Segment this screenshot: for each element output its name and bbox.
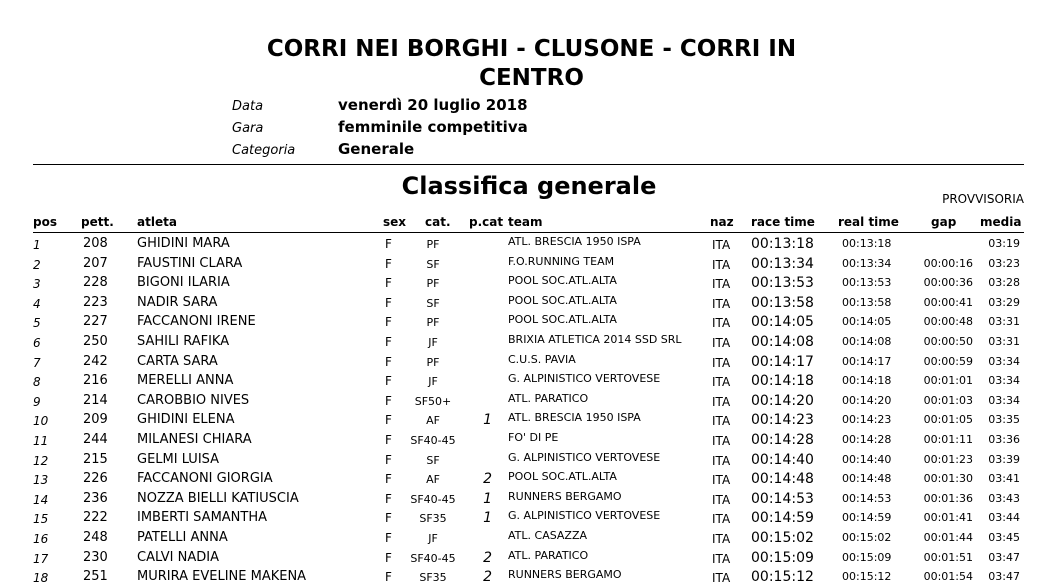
- result-team: ATL. BRESCIA 1950 ISPA: [508, 235, 641, 248]
- result-race-time: 00:14:53: [751, 490, 814, 507]
- result-pett: 248: [83, 530, 108, 545]
- col-media: media: [980, 215, 1022, 229]
- result-race-time: 00:14:05: [751, 314, 814, 331]
- result-pcat: 2: [483, 471, 492, 488]
- result-media: 03:31: [988, 335, 1020, 348]
- table-row: [0, 354, 1058, 373]
- result-team: ATL. CASAZZA: [508, 529, 588, 542]
- result-sex: F: [385, 491, 392, 506]
- result-cat: SF40-45: [410, 492, 456, 506]
- result-team: FO' DI PE: [508, 431, 559, 444]
- result-race-time: 00:13:53: [751, 275, 814, 292]
- result-athlete: CALVI NADIA: [137, 549, 219, 565]
- col-race-time: race time: [751, 215, 815, 229]
- result-athlete: MURIRA EVELINE MAKENA: [137, 569, 307, 585]
- result-team: F.O.RUNNING TEAM: [508, 254, 615, 268]
- result-gap: 00:00:41: [923, 295, 973, 309]
- result-pett: 207: [83, 255, 108, 271]
- col-naz: naz: [710, 215, 734, 229]
- table-row: [0, 275, 1058, 294]
- result-sex: F: [385, 433, 392, 447]
- result-naz: ITA: [712, 551, 731, 566]
- result-real-time: 00:14:40: [842, 452, 892, 466]
- result-sex: F: [385, 452, 392, 467]
- title-line-1: CORRI NEI BORGHI - CLUSONE - CORRI IN: [266, 36, 797, 62]
- result-naz: ITA: [712, 238, 731, 252]
- result-media: 03:28: [988, 276, 1020, 290]
- result-naz: ITA: [712, 296, 731, 311]
- result-cat: SF40-45: [410, 551, 456, 565]
- result-sex: F: [385, 570, 392, 585]
- result-media: 03:34: [988, 374, 1020, 388]
- col-pcat: p.cat: [469, 215, 504, 229]
- col-cat: cat.: [425, 215, 451, 229]
- gara-value: femminile competitiva: [338, 118, 528, 136]
- result-pos: 12: [33, 453, 49, 468]
- result-sex: F: [385, 413, 392, 428]
- result-cat: PF: [426, 316, 440, 330]
- result-real-time: 00:14:23: [842, 413, 892, 427]
- result-media: 03:34: [988, 354, 1020, 368]
- categoria-label: Categoria: [232, 143, 296, 158]
- result-race-time: 00:14:23: [751, 412, 814, 429]
- result-race-time: 00:15:02: [751, 530, 814, 546]
- result-pett: 208: [83, 236, 108, 251]
- result-athlete: MERELLI ANNA: [137, 373, 234, 389]
- result-pett: 250: [83, 334, 108, 349]
- result-gap: 00:01:30: [923, 472, 973, 486]
- result-team: G. ALPINISTICO VERTOVESE: [508, 450, 661, 464]
- result-pos: 2: [33, 257, 41, 272]
- result-real-time: 00:14:17: [842, 354, 892, 368]
- classifica-title: Classifica generale: [401, 172, 657, 200]
- result-media: 03:31: [988, 315, 1020, 329]
- result-media: 03:36: [988, 433, 1020, 446]
- result-cat: JF: [428, 375, 438, 389]
- result-pcat: 1: [483, 510, 492, 527]
- result-gap: 00:01:51: [923, 550, 973, 564]
- result-team: C.U.S. PAVIA: [508, 352, 576, 366]
- result-pos: 9: [33, 394, 41, 409]
- result-gap: 00:01:54: [923, 570, 973, 584]
- result-gap: 00:01:05: [923, 413, 973, 427]
- result-cat: SF35: [419, 512, 447, 526]
- result-real-time: 00:13:53: [842, 276, 892, 290]
- result-naz: ITA: [712, 453, 731, 468]
- result-team: RUNNERS BERGAMO: [508, 489, 622, 503]
- result-sex: F: [385, 511, 392, 526]
- result-pett: 251: [83, 569, 108, 585]
- result-pos: 6: [33, 336, 41, 350]
- table-row: [0, 393, 1058, 412]
- result-sex: F: [385, 315, 392, 330]
- result-pos: 4: [33, 296, 41, 311]
- result-athlete: NOZZA BIELLI KATIUSCIA: [137, 490, 299, 506]
- result-gap: 00:00:16: [923, 256, 973, 270]
- result-pcat: 1: [483, 412, 492, 429]
- result-athlete: FACCANONI IRENE: [137, 314, 256, 330]
- result-real-time: 00:13:58: [842, 295, 892, 309]
- result-race-time: 00:14:08: [751, 334, 814, 350]
- result-athlete: BIGONI ILARIA: [137, 275, 230, 291]
- result-pett: 222: [83, 510, 108, 526]
- result-athlete: IMBERTI SAMANTHA: [137, 510, 268, 526]
- result-sex: F: [385, 256, 392, 271]
- result-sex: F: [385, 472, 392, 487]
- result-gap: 00:01:23: [923, 452, 973, 466]
- result-pett: 244: [83, 432, 108, 447]
- result-real-time: 00:14:28: [842, 433, 892, 446]
- result-team: ATL. PARATICO: [508, 548, 589, 562]
- result-pett: 242: [83, 353, 108, 369]
- table-row: [0, 334, 1058, 353]
- result-media: 03:19: [988, 237, 1020, 250]
- result-athlete: NADIR SARA: [137, 294, 218, 310]
- data-value: venerdì 20 luglio 2018: [338, 96, 528, 114]
- result-media: 03:47: [988, 550, 1020, 564]
- result-gap: 00:00:36: [923, 276, 973, 290]
- col-gap: gap: [931, 215, 957, 229]
- result-gap: 00:00:59: [923, 354, 973, 368]
- result-pos: 7: [33, 355, 41, 370]
- result-naz: ITA: [712, 277, 731, 292]
- result-sex: F: [385, 276, 392, 291]
- col-pos: pos: [33, 215, 57, 229]
- col-team: team: [508, 215, 543, 229]
- result-media: 03:41: [988, 472, 1020, 486]
- result-team: POOL SOC.ATL.ALTA: [508, 470, 617, 484]
- result-athlete: SAHILI RAFIKA: [137, 334, 230, 349]
- table-row: [0, 550, 1058, 569]
- result-real-time: 00:14:48: [842, 472, 892, 486]
- result-naz: ITA: [712, 473, 731, 488]
- result-gap: 00:01:11: [923, 433, 973, 446]
- result-gap: 00:01:36: [923, 491, 973, 505]
- result-race-time: 00:14:40: [751, 451, 814, 468]
- col-real-time: real time: [838, 215, 899, 229]
- result-pos: 11: [33, 434, 49, 448]
- result-cat: SF40-45: [410, 434, 456, 447]
- result-media: 03:29: [988, 295, 1020, 309]
- result-race-time: 00:14:20: [751, 392, 814, 409]
- table-row: [0, 295, 1058, 314]
- result-race-time: 00:15:12: [751, 569, 814, 586]
- table-row: [0, 491, 1058, 510]
- page-title: [0, 35, 1058, 93]
- table-row: [0, 452, 1058, 471]
- result-pos: 13: [33, 473, 49, 488]
- result-race-time: 00:13:18: [751, 236, 814, 252]
- result-pos: 14: [33, 492, 49, 507]
- table-row: [0, 471, 1058, 490]
- result-media: 03:45: [988, 531, 1020, 544]
- result-gap: 00:01:03: [923, 393, 973, 407]
- result-real-time: 00:14:18: [842, 374, 892, 388]
- result-naz: ITA: [712, 336, 731, 350]
- result-naz: ITA: [712, 355, 731, 370]
- result-naz: ITA: [712, 394, 731, 409]
- result-athlete: PATELLI ANNA: [137, 530, 228, 545]
- result-pcat: 1: [483, 490, 492, 507]
- result-athlete: GELMI LUISA: [137, 451, 220, 467]
- col-pett: pett.: [81, 215, 114, 229]
- result-naz: ITA: [712, 434, 731, 448]
- result-sex: F: [385, 237, 392, 251]
- result-pett: 215: [83, 451, 108, 467]
- col-sex: sex: [383, 215, 407, 229]
- result-gap: 00:01:44: [923, 531, 973, 544]
- result-media: 03:34: [988, 393, 1020, 407]
- result-team: G. ALPINISTICO VERTOVESE: [508, 372, 661, 386]
- table-header-divider: [33, 232, 1024, 233]
- result-sex: F: [385, 531, 392, 545]
- table-row: [0, 412, 1058, 431]
- result-race-time: 00:13:58: [751, 294, 814, 311]
- table-row: [0, 510, 1058, 529]
- result-pcat: 2: [483, 569, 492, 586]
- result-cat: SF50+: [414, 394, 452, 408]
- result-media: 03:23: [988, 256, 1020, 270]
- table-row: [0, 314, 1058, 333]
- result-race-time: 00:14:59: [751, 510, 814, 527]
- result-team: ATL. PARATICO: [508, 391, 589, 405]
- result-pos: 15: [33, 512, 49, 527]
- result-athlete: GHIDINI ELENA: [137, 412, 235, 428]
- result-athlete: FACCANONI GIORGIA: [137, 471, 273, 487]
- result-athlete: CAROBBIO NIVES: [137, 392, 250, 408]
- result-naz: ITA: [712, 571, 731, 586]
- title-line-2: CENTRO: [479, 65, 584, 91]
- result-team: G. ALPINISTICO VERTOVESE: [508, 509, 661, 523]
- result-race-time: 00:15:09: [751, 549, 814, 566]
- result-real-time: 00:15:12: [842, 570, 892, 584]
- result-cat: JF: [428, 532, 438, 545]
- result-real-time: 00:13:18: [842, 237, 892, 250]
- result-team: POOL SOC.ATL.ALTA: [508, 313, 617, 327]
- result-real-time: 00:14:08: [842, 335, 892, 348]
- result-gap: 00:00:50: [923, 335, 973, 348]
- result-pett: 216: [83, 373, 108, 389]
- result-cat: SF35: [419, 571, 447, 585]
- result-gap: 00:01:41: [923, 511, 973, 525]
- result-real-time: 00:13:34: [842, 256, 892, 270]
- result-naz: ITA: [712, 532, 731, 546]
- result-naz: ITA: [712, 414, 731, 429]
- result-real-time: 00:15:02: [842, 531, 892, 544]
- result-real-time: 00:15:09: [842, 550, 892, 564]
- result-athlete: MILANESI CHIARA: [137, 432, 252, 447]
- gara-label: Gara: [232, 121, 264, 136]
- status-badge: PROVVISORIA: [942, 192, 1024, 206]
- result-pos: 10: [33, 414, 49, 429]
- result-athlete: FAUSTINI CLARA: [137, 255, 243, 271]
- result-media: 03:44: [988, 511, 1020, 525]
- result-team: POOL SOC.ATL.ALTA: [508, 274, 617, 288]
- result-cat: PF: [426, 238, 440, 251]
- result-sex: F: [385, 354, 392, 369]
- result-race-time: 00:14:28: [751, 432, 814, 448]
- result-race-time: 00:13:34: [751, 255, 814, 272]
- result-race-time: 00:14:48: [751, 471, 814, 488]
- result-cat: AF: [426, 414, 440, 428]
- result-real-time: 00:14:53: [842, 491, 892, 505]
- result-team: ATL. BRESCIA 1950 ISPA: [508, 411, 641, 425]
- result-sex: F: [385, 295, 392, 310]
- result-pett: 227: [83, 314, 108, 330]
- result-media: 03:47: [988, 570, 1020, 584]
- table-row: [0, 432, 1058, 451]
- result-cat: AF: [426, 473, 440, 487]
- result-pett: 209: [83, 412, 108, 428]
- result-naz: ITA: [712, 492, 731, 507]
- result-cat: SF: [426, 257, 440, 271]
- result-pett: 230: [83, 549, 108, 565]
- result-athlete: GHIDINI MARA: [137, 236, 230, 251]
- result-pos: 8: [33, 375, 41, 390]
- result-athlete: CARTA SARA: [137, 353, 218, 369]
- result-pett: 236: [83, 490, 108, 506]
- result-pett: 226: [83, 471, 108, 487]
- result-pos: 5: [33, 316, 41, 331]
- table-row: [0, 530, 1058, 549]
- result-cat: SF: [426, 296, 440, 310]
- result-sex: F: [385, 550, 392, 565]
- result-pos: 17: [33, 551, 49, 566]
- result-naz: ITA: [712, 257, 731, 272]
- result-pos: 16: [33, 532, 49, 546]
- result-sex: F: [385, 374, 392, 389]
- result-gap: 00:00:48: [923, 315, 973, 329]
- result-cat: JF: [428, 336, 438, 349]
- result-real-time: 00:14:59: [842, 511, 892, 525]
- result-race-time: 00:14:17: [751, 353, 814, 370]
- result-real-time: 00:14:05: [842, 315, 892, 329]
- result-team: POOL SOC.ATL.ALTA: [508, 293, 617, 307]
- result-real-time: 00:14:20: [842, 393, 892, 407]
- result-naz: ITA: [712, 316, 731, 331]
- table-row: [0, 236, 1058, 255]
- table-row: [0, 256, 1058, 275]
- table-row: [0, 373, 1058, 392]
- result-naz: ITA: [712, 512, 731, 527]
- header-divider: [33, 164, 1024, 165]
- result-cat: PF: [426, 355, 440, 369]
- result-pett: 223: [83, 294, 108, 310]
- result-pett: 214: [83, 392, 108, 408]
- result-cat: SF: [426, 453, 440, 467]
- result-team: BRIXIA ATLETICA 2014 SSD SRL: [508, 333, 682, 346]
- result-pos: 1: [33, 238, 41, 252]
- col-atleta: atleta: [137, 215, 177, 229]
- result-gap: 00:01:01: [923, 374, 973, 388]
- result-media: 03:39: [988, 452, 1020, 466]
- result-cat: PF: [426, 277, 440, 291]
- result-team: RUNNERS BERGAMO: [508, 568, 622, 582]
- result-naz: ITA: [712, 375, 731, 390]
- result-pos: 18: [33, 571, 49, 586]
- result-media: 03:35: [988, 413, 1020, 427]
- table-row: [0, 569, 1058, 588]
- result-race-time: 00:14:18: [751, 373, 814, 390]
- result-sex: F: [385, 393, 392, 408]
- categoria-value: Generale: [338, 140, 415, 158]
- result-pcat: 2: [483, 549, 492, 566]
- result-sex: F: [385, 335, 392, 349]
- result-pett: 228: [83, 275, 108, 291]
- result-media: 03:43: [988, 491, 1020, 505]
- result-pos: 3: [33, 277, 41, 292]
- data-label: Data: [232, 99, 264, 114]
